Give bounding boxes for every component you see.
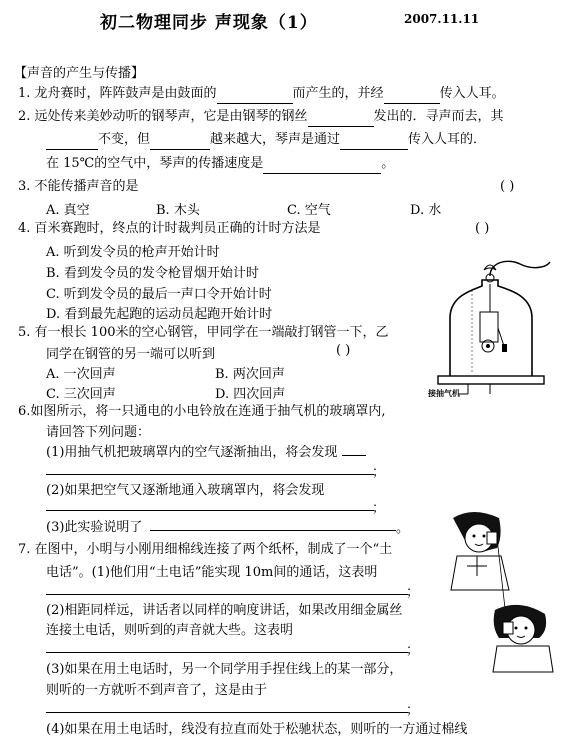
q1-text-b: 而产生的，并经 <box>292 86 384 101</box>
question-2-line-3 <box>46 154 394 174</box>
q4-option-b[interactable]: B. 看到发令员的发令枪冒烟开始计时 <box>46 266 259 281</box>
q3-answer-paren[interactable]: ( ) <box>500 179 515 194</box>
q3-option-d[interactable]: D. 水 <box>410 203 442 218</box>
string-telephone-figure <box>447 508 557 674</box>
q1-text-c: 传入人耳。 <box>439 86 505 101</box>
q4-answer-paren[interactable]: ( ) <box>475 221 490 236</box>
q2-text-a: 2. 远处传来美妙动听的钢琴声，它是由钢琴的钢丝 <box>18 109 308 124</box>
q5-option-a[interactable]: A. 一次回声 <box>46 367 116 382</box>
q1-text-a: 1. 龙舟赛时，阵阵鼓声是由鼓面的 <box>18 86 217 101</box>
q6-part-2-semicolon: ； <box>372 501 386 516</box>
q3-option-a[interactable]: A. 真空 <box>46 203 90 218</box>
q5-option-c[interactable]: C. 三次回声 <box>46 387 116 402</box>
q1-blank-1[interactable] <box>217 89 293 104</box>
page-title: 初二物理同步 声现象（1） <box>100 13 318 33</box>
question-3-stem: 3. 不能传播声音的是 <box>18 179 139 194</box>
bell-jar-figure <box>428 256 558 406</box>
question-7-line-1: 7. 在图中，小明与小刚用细棉线连接了两个纸杯，制成了一个“土 <box>18 542 393 557</box>
date: 2007.11.11 <box>404 12 480 26</box>
q4-option-d[interactable]: D. 看到最先起跑的运动员起跑开始计时 <box>46 307 273 322</box>
q7-part-3-semicolon: ； <box>406 703 420 718</box>
q7-part-2-line-1: (2)相距同样远，讲话者以同样的响度讲话，如果改用细金属丝 <box>46 603 403 618</box>
q2-text-g: 。 <box>381 156 395 171</box>
q2-blank-2[interactable] <box>46 135 98 150</box>
q7-part-4-line-1: (4)如果在用土电话时，线没有拉直而处于松驰状态，则听的一方通过棉线 <box>46 722 468 737</box>
q2-blank-3[interactable] <box>150 135 210 150</box>
q6-part-1-blank[interactable] <box>46 474 374 475</box>
q7-part-3-blank[interactable] <box>46 712 408 713</box>
q3-option-c[interactable]: C. 空气 <box>287 203 331 218</box>
question-5-line-1: 5. 有一根长 100米的空心钢管，甲同学在一端敲打钢管一下，乙 <box>18 325 389 340</box>
q7-part-1-semicolon: ； <box>406 585 420 600</box>
q4-option-c[interactable]: C. 听到发令员的最后一声口令开始计时 <box>46 287 272 302</box>
q6-part-1: (1)用抽气机把玻璃罩内的空气逐渐抽出，将会发现 <box>46 445 338 460</box>
q2-blank-4[interactable] <box>340 135 408 150</box>
q6-part-3-period: 。 <box>396 521 410 536</box>
question-7-line-2: 电话”。(1)他们用“土电话”能实现 10m间的通话，这表明 <box>46 565 378 580</box>
q6-part-1-blank-tail[interactable] <box>342 455 366 456</box>
q7-part-3-line-1: (3)如果在用土电话时，另一个同学用手捏住线上的某一部分， <box>46 662 403 677</box>
q2-text-b: 发出的．寻声而去，其 <box>373 109 504 124</box>
q2-text-d: 越来越大，琴声是通过 <box>210 132 341 147</box>
figure-label: 接抽气机 <box>428 388 460 398</box>
question-5-line-2: 同学在钢管的另一端可以听到 <box>46 347 216 362</box>
section-heading: 【声音的产生与传播】 <box>14 66 145 81</box>
q5-option-d[interactable]: D. 四次回声 <box>215 387 286 402</box>
q5-option-b[interactable]: B. 两次回声 <box>215 367 285 382</box>
question-6-line-2: 请回答下列问题： <box>46 425 151 440</box>
q2-blank-1[interactable] <box>308 112 374 127</box>
q2-blank-5[interactable] <box>263 159 381 174</box>
question-4-stem: 4. 百米赛跑时，终点的计时裁判员正确的计时方法是 <box>18 221 321 236</box>
q6-part-3: (3)此实验说明了 <box>46 520 143 535</box>
q6-part-1-semicolon: ； <box>372 465 386 480</box>
q6-part-2-blank[interactable] <box>46 510 374 511</box>
question-6-line-1: 6.如图所示，将一只通电的小电铃放在连通于抽气机的玻璃罩内, <box>18 404 386 419</box>
q7-part-3-line-2: 则听的一方就听不到声音了，这是由于 <box>46 683 268 698</box>
q5-answer-paren[interactable]: ( ) <box>336 343 351 358</box>
q7-part-1-blank[interactable] <box>46 594 408 595</box>
question-2-line-2 <box>46 130 486 150</box>
q1-blank-2[interactable] <box>384 89 440 104</box>
q6-part-3-blank[interactable] <box>150 530 396 531</box>
q2-text-f: 在 15℃的空气中，琴声的传播速度是 <box>46 156 264 171</box>
q6-part-2: (2)如果把空气又逐渐地通入玻璃罩内，将会发现 <box>46 483 325 498</box>
q3-option-b[interactable]: B. 木头 <box>156 203 200 218</box>
q2-text-e: 传入人耳的． <box>408 132 487 147</box>
q7-part-2-semicolon: ； <box>406 643 420 658</box>
question-2-line-1 <box>18 107 504 127</box>
q7-part-2-blank[interactable] <box>46 652 408 653</box>
q4-option-a[interactable]: A. 听到发令员的枪声开始计时 <box>46 245 220 260</box>
q2-text-c: 不变，但 <box>98 132 151 147</box>
question-1 <box>18 84 505 104</box>
q7-part-2-line-2: 连接土电话，则听到的声音就大些。这表明 <box>46 623 294 638</box>
